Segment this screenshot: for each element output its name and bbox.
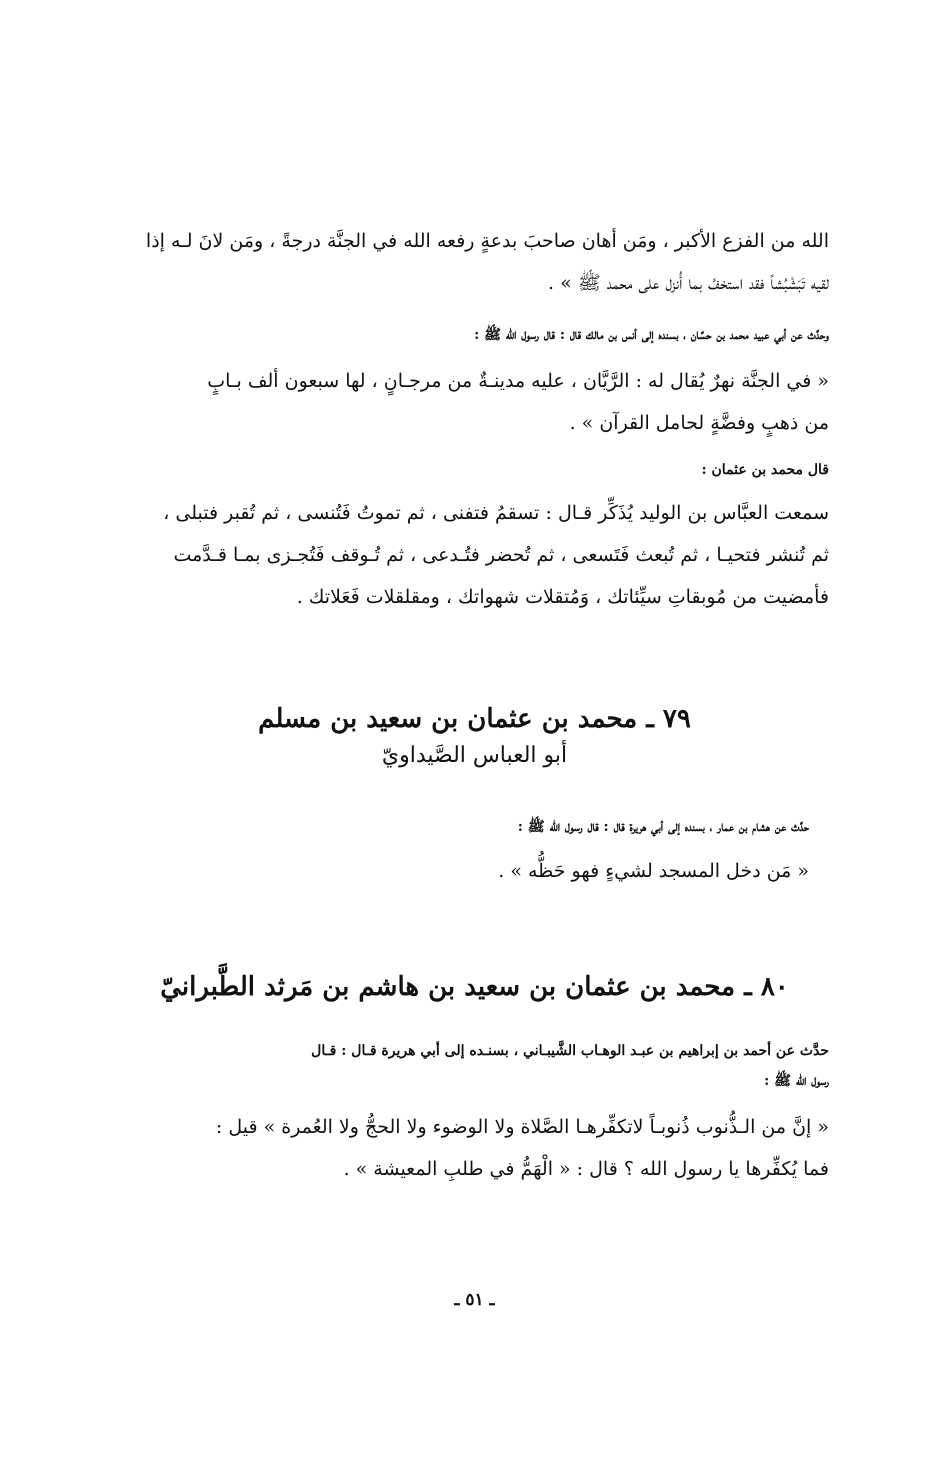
section-heading-79 [120, 700, 829, 774]
isnad-chain-3-line: حدَّث عن هشام بن عمار ، بسنده إلى أبي هريرة قال : قال رسول الله ﷺ : [517, 819, 809, 835]
isnad-chain-1-line: وحدَّث عن أبي عبيد محمد بن حسَّان ، بسنده إلى أنس بن مالك قال : قال رسول الله ﷺ : [474, 327, 829, 343]
hadith-quote-4 [128, 1106, 829, 1190]
paragraph-2-line-2: ثم تُنشر فتحيـا ، ثم تُبعث فَتَسعى ، ثم تُحضر فتُـدعى ، ثم تُـوقف فَتُجـزى بمـا قـدَّمت [173, 544, 829, 566]
section-heading-79-subtitle: أبو العباس الصَّيداويّ [381, 743, 568, 768]
isnad-chain-4 [128, 1036, 829, 1096]
hadith-quote-1-line-2: من ذهبٍ وفضَّةٍ لحامل القرآن » . [569, 412, 829, 434]
section-heading-80 [120, 968, 829, 1006]
paragraph-1-line-2: لقيه تَبَشْبُشاً فقد استخفَّ بما أُنزل على محمد ﷺ » . [547, 272, 829, 294]
hadith-quote-3-line: « مَن دخل المسجد لشيءٍ فهو حَظُّه » . [498, 860, 809, 882]
hadith-quote-4-line-2: فما يُكفِّرها يا رسول الله ؟ قال : « الْهَمُّ في طلبِ المعيشة » . [343, 1158, 829, 1180]
isnad-chain-4-line-2: رسول الله ﷺ : [764, 1073, 829, 1089]
hadith-quote-3 [128, 850, 809, 892]
paragraph-1 [128, 220, 829, 304]
hadith-quote-1-line-1: « في الجنَّة نهرٌ يُقال له : الرَّيَّان ، عليه مدينـةٌ من مرجـانٍ ، لها سبعون ألف بـابٍ [207, 370, 829, 392]
paragraph-2 [128, 492, 829, 618]
paragraph-2-line-1: سمعت العبَّاس بن الوليد يُذَكِّر قـال : تسقمُ فتفنى ، ثم تموتُ فَتُنسى ، ثم تُقبر فتبلى ، [163, 502, 829, 524]
hadith-quote-1 [128, 360, 829, 444]
section-heading-79-title: ٧٩ ـ محمد بن عثمان بن سعيد بن مسلم [258, 704, 691, 734]
hadith-quote-4-line-1: « إنَّ من الـذُّنوب ذُنوبـاً لاتكفِّرهـا الصَّلاة ولا الوضوء ولا الحجُّ ولا العُمرة » قيل : [215, 1116, 829, 1138]
isnad-chain-2-line: قال محمد بن عثمان : [701, 462, 829, 478]
isnad-chain-2 [128, 455, 829, 485]
paragraph-2-line-3: فأمضيت من مُوبقاتِ سيِّئاتك ، وَمُتقلات شهواتك ، ومقلقلات فَعَلاتك . [296, 586, 829, 608]
section-heading-80-title: ٨٠ ـ محمد بن عثمان بن سعيد بن هاشم بن مَرثد الطَّبرانيّ [160, 972, 789, 1002]
isnad-chain-1 [128, 320, 829, 350]
isnad-chain-4-line-1: حدَّث عن أحمد بن إبراهيم بن عبـد الوهـاب الشَّيبـاني ، بسنـده إلى أبي هريرة قـال : قـال [311, 1043, 829, 1059]
page-number: ـ ٥١ ـ [454, 1290, 495, 1310]
isnad-chain-3 [128, 812, 809, 842]
paragraph-1-line-1: الله من الفزع الأكبر ، ومَن أهان صاحبَ بدعةٍ رفعه الله في الجنَّة درجةً ، ومَن لانَ لـه إذا [145, 230, 829, 252]
